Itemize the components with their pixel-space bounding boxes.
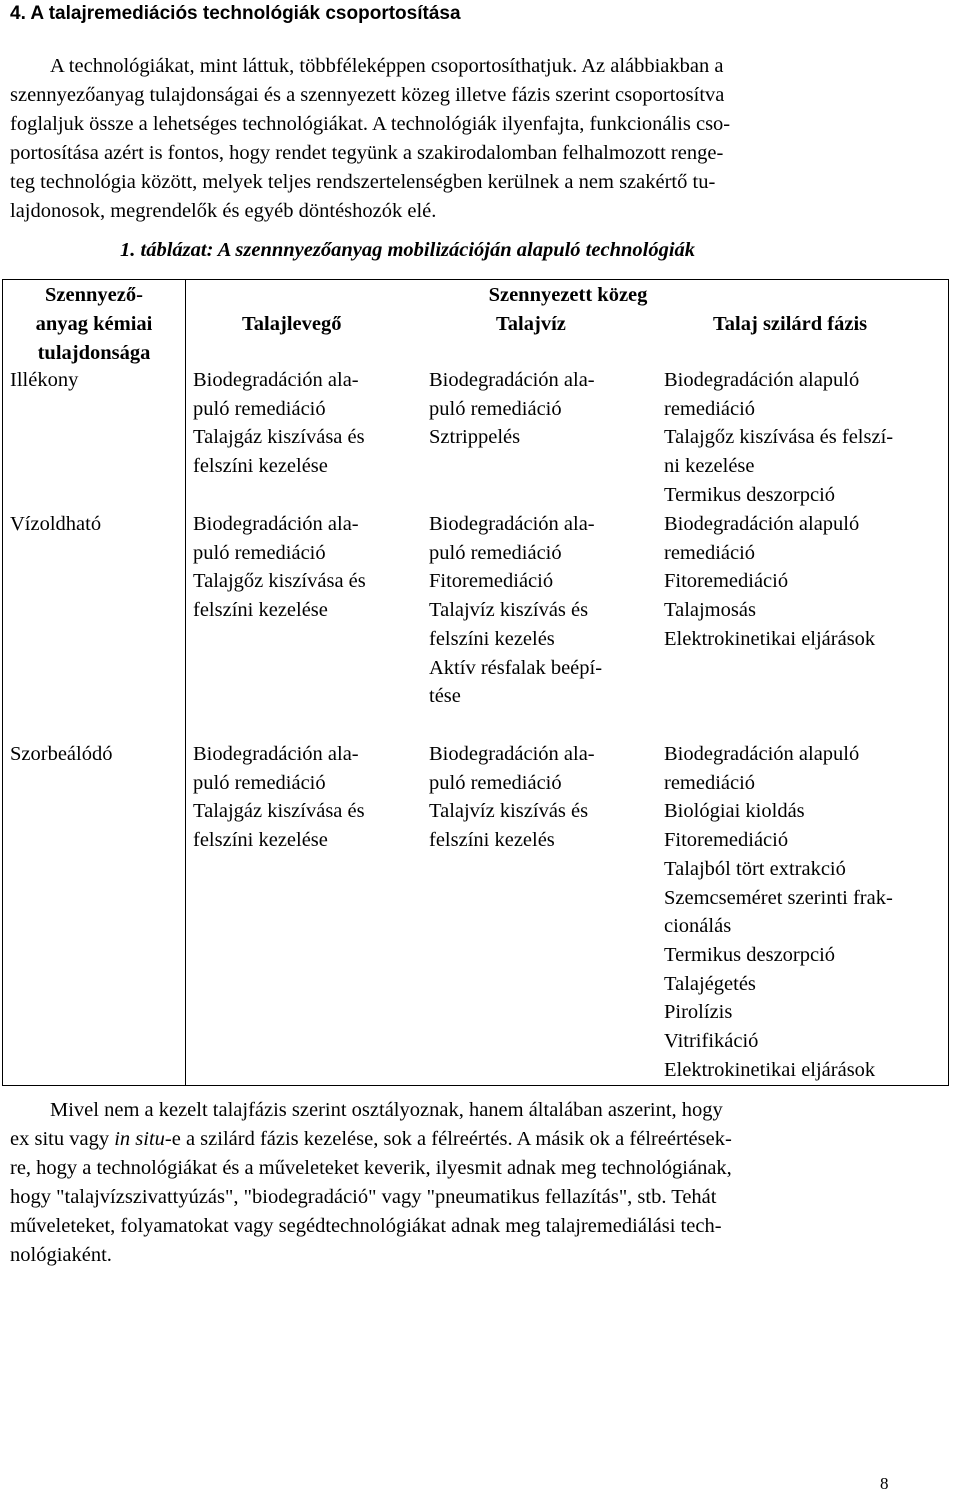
in-situ-italic: in situ: [114, 1128, 165, 1150]
closing-line: ex situ vagy in situ-e a szilárd fázis kezelése, sok a félreértés. A másik ok a félreértések-: [10, 1128, 732, 1150]
cell-talajlevego: Biodegradáción ala- puló remediáció Talajgáz kiszívása és felszíni kezelése: [193, 369, 365, 478]
intro-line: szennyezőanyag tulajdonságai és a szennyezett közeg illetve fázis szerint csoportosítva: [10, 84, 725, 106]
row-property: Szorbeálódó: [10, 743, 113, 765]
closing-line: Mivel nem a kezelt talajfázis szerint osztályoznak, hanem általában aszerint, hogy: [50, 1099, 723, 1121]
closing-line: nológiaként.: [10, 1244, 112, 1266]
intro-line: teg technológia között, melyek teljes rendszertelenségben kerülnek a nem szakértő tu-: [10, 171, 716, 193]
intro-paragraph: [10, 52, 730, 226]
corner-header-line: anyag kémiai: [35, 313, 153, 335]
page-number: 8: [880, 1474, 889, 1493]
row-property: Vízoldható: [10, 513, 102, 535]
row-property: Illékony: [10, 369, 79, 391]
intro-line: lajdonosok, megrendelők és egyéb döntéshozók elé.: [10, 200, 437, 222]
table-caption: 1. táblázat: A szennnyezőanyag mobilizációján alapuló technológiák: [120, 239, 696, 261]
cell-talajviz: Biodegradáción ala- puló remediáció Fitoremediáció Talajvíz kiszívás és felszíni kezelés Aktív résfalak beépí- tése: [429, 513, 603, 708]
intro-line: A technológiákat, mint láttuk, többféleképpen csoportosíthatjuk. Az alábbiakban a: [50, 55, 724, 77]
intro-line: portosítása azért is fontos, hogy rendet tegyünk a szakirodalomban felhalmozott renge-: [10, 142, 724, 164]
corner-header-line: Szennyező-: [45, 284, 143, 306]
cell-szilard-fazis: Biodegradáción alapuló remediáció Fitoremediáció Talajmosás Elektrokinetikai eljárások: [664, 513, 876, 650]
column-header-talajviz: Talajvíz: [496, 313, 566, 335]
closing-line: műveleteket, folyamatokat vagy segédtechnológiákat adnak meg talajremediálási tech-: [10, 1215, 722, 1237]
closing-line: hogy "talajvízszivattyúzás", "biodegradáció" vagy "pneumatikus fellazítás", stb. Tehát: [10, 1186, 717, 1208]
table-column-divider: [185, 279, 186, 1086]
table-border-top: [2, 279, 949, 280]
cell-szilard-fazis: Biodegradáción alapuló remediáció Biológiai kioldás Fitoremediáció Talajból tört extrakció Szemcseméret szerinti frak- cionálás Termikus deszorpció Talajégetés Pirolízis Vitrifikáció Elektrokinetikai eljárások: [664, 743, 893, 1081]
section-heading: 4. A talajremediációs technológiák csoportosítása: [10, 3, 461, 24]
cell-talajviz: Biodegradáción ala- puló remediáció Sztrippelés: [429, 369, 595, 449]
closing-line: re, hogy a technológiákat és a műveleteket keverik, ilyesmit adnak meg technológiának,: [10, 1157, 732, 1179]
cell-szilard-fazis: Biodegradáción alapuló remediáció Talajgőz kiszívása és felszí- ni kezelése Termikus deszorpció: [664, 369, 894, 506]
closing-paragraph: [10, 1096, 732, 1270]
cell-talajviz: Biodegradáción ala- puló remediáció Talajvíz kiszívás és felszíni kezelés: [429, 743, 595, 852]
table-border-right: [948, 279, 949, 1086]
corner-header-line: tulajdonsága: [37, 342, 151, 364]
column-header-talajlevego: Talajlevegő: [242, 313, 342, 335]
column-header-szilard-fazis: Talaj szilárd fázis: [713, 313, 868, 335]
table-border-bottom: [2, 1085, 949, 1086]
cell-talajlevego: Biodegradáción ala- puló remediáció Talajgőz kiszívása és felszíni kezelése: [193, 513, 366, 622]
cell-talajlevego: Biodegradáción ala- puló remediáció Talajgáz kiszívása és felszíni kezelése: [193, 743, 365, 852]
group-header: Szennyezett közeg: [488, 284, 648, 306]
table-border-left: [2, 279, 3, 1086]
intro-line: foglaljuk össze a lehetséges technológiákat. A technológiák ilyenfajta, funkcionális cso-: [10, 113, 731, 135]
